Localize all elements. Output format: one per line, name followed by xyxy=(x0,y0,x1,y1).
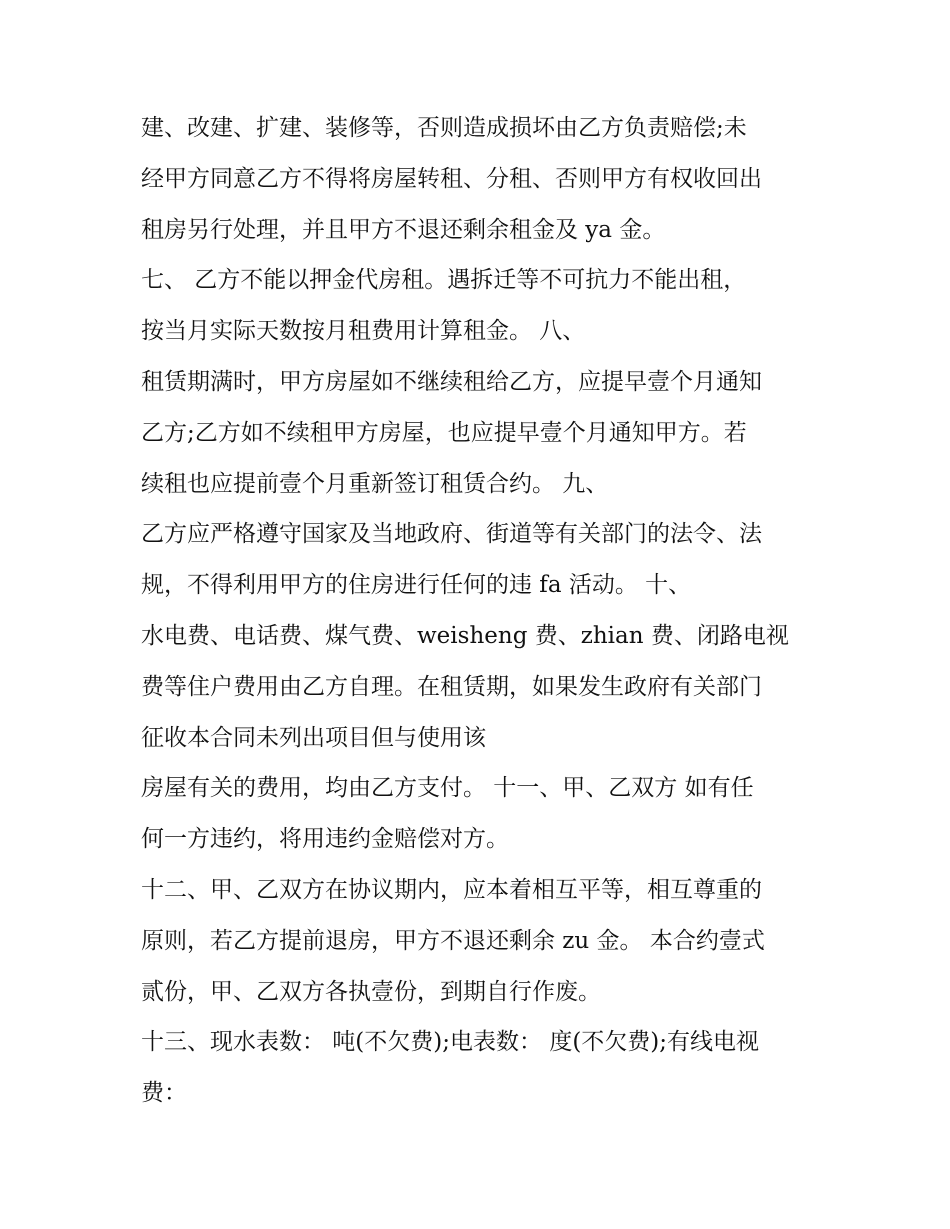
text-line: 建、改建、扩建、装修等，否则造成损坏由乙方负责赔偿;未 xyxy=(141,115,747,141)
text-line: 费： xyxy=(141,1080,187,1107)
text-line: 续租也应提前壹个月重新签订租赁合约。 九、 xyxy=(141,470,609,497)
text-line: 十二、甲、乙双方在协议期内，应本着相互平等，相互尊重的 xyxy=(141,876,762,903)
text-line: 房屋有关的费用，均由乙方支付。 十一、甲、乙双方 如有任 xyxy=(141,775,754,802)
text-line: 经甲方同意乙方不得将房屋转租、分租、否则甲方有权收回出 xyxy=(141,165,762,192)
text-line: 七、 乙方不能以押金代房租。遇拆迁等不可抗力不能出租， xyxy=(141,267,747,294)
text-line: 规，不得利用甲方的住房进行任何的违 fa 活动。 十、 xyxy=(141,572,692,599)
text-line: 原则，若乙方提前退房，甲方不退还剩余 zu 金。 本合约壹式 xyxy=(141,927,765,954)
text-line: 何一方违约，将用违约金赔偿对方。 xyxy=(141,826,509,853)
text-line: 租房另行处理，并且甲方不退还剩余租金及 ya 金。 xyxy=(141,216,666,243)
text-line: 费等住户费用由乙方自理。在租赁期，如果发生政府有关部门 xyxy=(141,673,762,700)
text-line: 租赁期满时，甲方房屋如不继续租给乙方，应提早壹个月通知 xyxy=(141,368,762,395)
text-line: 征收本合同未列出项目但与使用该 xyxy=(141,724,486,751)
contract-body-text xyxy=(141,103,831,1119)
text-line: 水电费、电话费、煤气费、weisheng 费、zhian 费、闭路电视 xyxy=(141,622,789,649)
text-line: 贰份，甲、乙双方各执壹份，到期自行作废。 xyxy=(141,978,601,1005)
text-line: 按当月实际天数按月租费用计算租金。 八、 xyxy=(141,318,586,345)
text-line: 乙方应严格遵守国家及当地政府、街道等有关部门的法令、法 xyxy=(141,521,762,548)
text-line: 乙方;乙方如不续租甲方房屋，也应提早壹个月通知甲方。若 xyxy=(141,419,747,446)
text-line: 十三、现水表数： 吨(不欠费);电表数： 度(不欠费);有线电视 xyxy=(141,1029,760,1056)
